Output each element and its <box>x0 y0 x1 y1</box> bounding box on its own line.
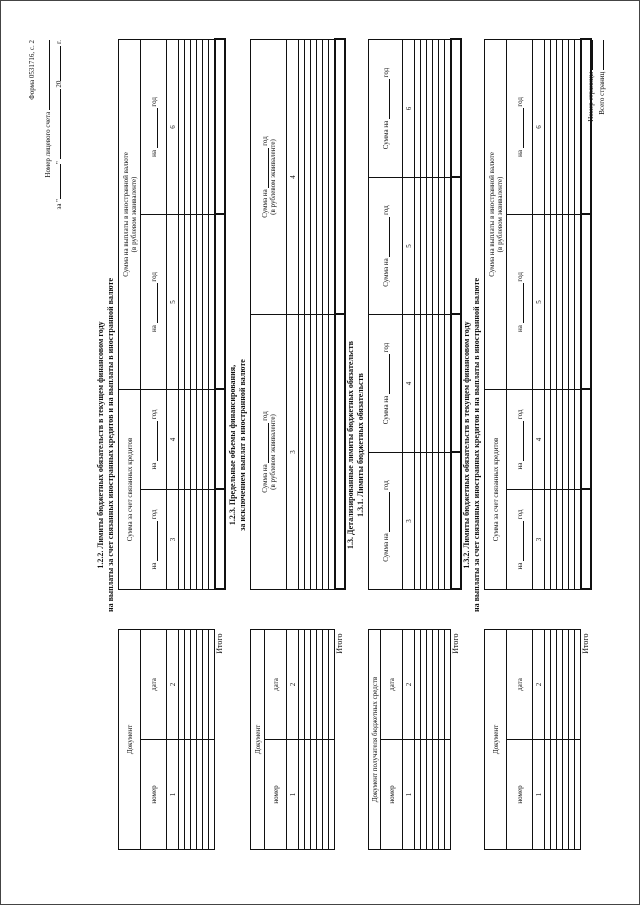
section-122-table <box>118 38 226 850</box>
total-cell[interactable] <box>215 39 225 214</box>
total-pages-label: Всего страниц <box>598 71 606 115</box>
col-num-5: 5 <box>167 214 179 389</box>
total-cell[interactable] <box>215 214 225 389</box>
col-num-3: 3 <box>167 489 179 589</box>
month-field[interactable] <box>53 89 61 159</box>
total-cell[interactable] <box>581 489 591 589</box>
col-num-1: 1 <box>287 740 299 850</box>
total-cell[interactable] <box>335 39 345 314</box>
col-num-6: 6 <box>403 40 415 178</box>
section-123-title: 1.2.3. Предельные объемы финансирования, <box>228 364 237 526</box>
section-13-title: 1.3. Детализированные лимиты бюджетных обязательств <box>346 341 355 549</box>
section-132-table <box>484 38 592 850</box>
col-number: номер <box>141 740 167 850</box>
year-field[interactable] <box>53 46 61 81</box>
total-label: Итого <box>334 633 344 654</box>
col-credits-year-1: на год <box>507 489 533 589</box>
col-num-2: 2 <box>533 629 545 739</box>
section-132-title: 1.3.2. Лимиты бюджетных обязательств в текущем финансовом году <box>462 321 471 569</box>
col-num-1: 1 <box>533 740 545 850</box>
section-13-table <box>368 39 462 851</box>
total-pages-field[interactable] <box>596 40 604 70</box>
col-credits-year-2: на год <box>141 389 167 489</box>
col-credits-year-1: на год <box>141 489 167 589</box>
col-currency <box>119 39 141 389</box>
day-field[interactable] <box>53 164 61 199</box>
total-cell[interactable] <box>215 489 225 589</box>
total-label: Итого <box>214 633 224 654</box>
account-label: Номер лицевого счета <box>44 111 52 178</box>
col-date: дата <box>141 629 167 739</box>
section-122-title: 1.2.2. Лимиты бюджетных обязательств в текущем финансовом году <box>96 321 105 569</box>
spacer <box>119 589 179 629</box>
col-date: дата <box>507 629 533 739</box>
col-num-4: 4 <box>403 315 415 453</box>
total-cell[interactable] <box>581 39 591 214</box>
section-122-subtitle: на выплаты за счет связанных иностранных кредитов и на выплаты в иностранной валюте <box>106 277 115 613</box>
col-num-5: 5 <box>403 178 415 315</box>
col-document: Документ получателя бюджетных средств <box>369 630 381 850</box>
col-num-2: 2 <box>287 629 299 739</box>
total-cell[interactable] <box>451 453 461 590</box>
col-number: номер <box>507 740 533 850</box>
col-sum-2: Сумма на год (в рублевом эквиваленте) <box>251 39 287 314</box>
col-number: номер <box>381 740 403 850</box>
col-sum-2: Сумма на год <box>369 315 403 453</box>
col-sum-1: Сумма на год (в рублевом эквиваленте) <box>251 314 287 589</box>
col-currency-sub: (в рублевом эквиваленте) <box>129 176 138 253</box>
date-prefix: за " <box>55 198 63 210</box>
total-cell[interactable] <box>451 315 461 453</box>
col-date: дата <box>265 629 287 739</box>
col-currency-year-2: на год <box>507 39 533 214</box>
col-currency-year-2: на год <box>141 39 167 214</box>
section-123-table <box>250 38 346 850</box>
total-label: Итого <box>580 633 590 654</box>
page-number-label: Номер страницы <box>587 71 595 122</box>
col-num-4: 4 <box>167 389 179 489</box>
year-suffix: г. <box>55 40 63 44</box>
col-currency-year-1: на год <box>141 214 167 389</box>
col-num-1: 1 <box>403 740 415 850</box>
col-num-1: 1 <box>167 740 179 850</box>
total-cell[interactable] <box>581 389 591 489</box>
col-num-3: 3 <box>533 489 545 589</box>
col-num-6: 6 <box>167 39 179 214</box>
col-currency-label: Сумма на выплаты в иностранной валюте <box>121 152 130 277</box>
col-credits: Сумма за счет связанных кредитов <box>119 389 141 589</box>
col-currency-label: Сумма на выплаты в иностранной валюте <box>487 152 496 277</box>
total-cell[interactable] <box>451 178 461 315</box>
section-132-subtitle: на выплаты за счет связанных иностранных кредитов и на выплаты в иностранной валюте <box>472 277 481 613</box>
total-label: Итого <box>450 633 460 654</box>
section-123-subtitle: за исключением выплат в иностранной валюте <box>238 359 247 531</box>
account-number-field[interactable] <box>42 40 50 110</box>
col-credits: Сумма за счет связанных кредитов <box>485 389 507 589</box>
year-prefix: 20 <box>55 80 63 88</box>
col-date: дата <box>381 630 403 740</box>
col-document: Документ <box>485 629 507 849</box>
col-document: Документ <box>119 629 141 849</box>
col-sum-4: Сумма на год <box>369 40 403 178</box>
col-currency-sub: (в рублевом эквиваленте) <box>495 176 504 253</box>
col-currency-year-1: на год <box>507 214 533 389</box>
col-sum-3: Сумма на год <box>369 178 403 315</box>
col-sum-1: Сумма на год <box>369 453 403 590</box>
date-quote: " <box>55 161 63 164</box>
col-document: Документ <box>251 629 265 849</box>
total-cell[interactable] <box>215 389 225 489</box>
col-credits-year-2: на год <box>507 389 533 489</box>
section-131-title: 1.3.1. Лимиты бюджетных обязательств <box>356 373 365 517</box>
col-num-3: 3 <box>403 453 415 590</box>
col-num-4: 4 <box>533 389 545 489</box>
total-cell[interactable] <box>451 40 461 178</box>
form-code: Форма 0531716, с. 2 <box>28 40 36 100</box>
account-block <box>42 40 64 270</box>
col-num-2: 2 <box>167 629 179 739</box>
col-num-4: 4 <box>287 39 299 314</box>
total-cell[interactable] <box>335 314 345 589</box>
col-num-2: 2 <box>403 630 415 740</box>
col-num-3: 3 <box>287 314 299 589</box>
col-currency <box>485 39 507 389</box>
col-num-6: 6 <box>533 39 545 214</box>
col-number: номер <box>265 740 287 850</box>
col-num-5: 5 <box>533 214 545 389</box>
total-cell[interactable] <box>581 214 591 389</box>
